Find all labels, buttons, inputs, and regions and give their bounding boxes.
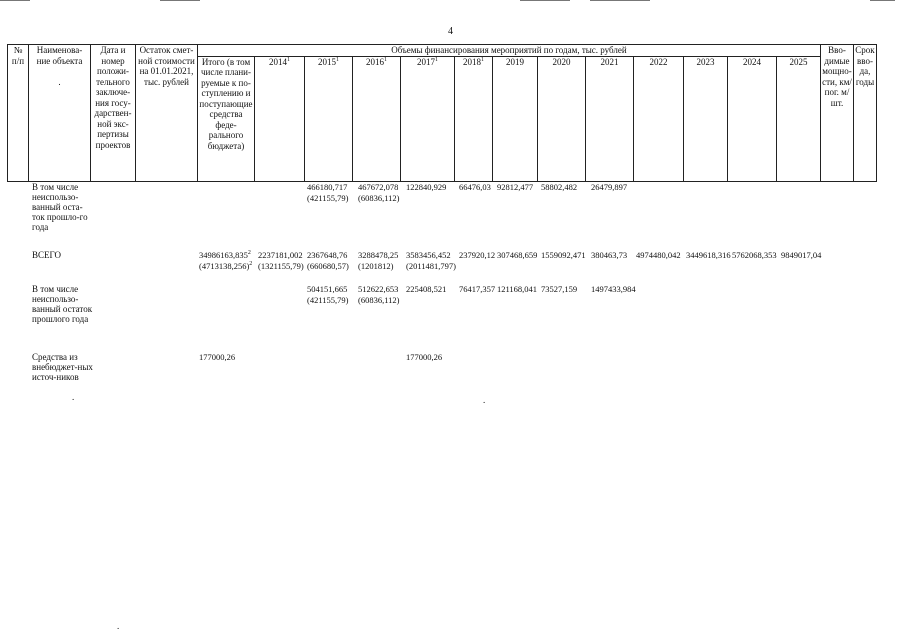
value-cell-y2019: [497, 250, 537, 261]
value-cell-y2015: [307, 250, 349, 272]
value-cell-y2022: [636, 250, 681, 261]
value-line: (60836,112): [358, 193, 400, 203]
value-line: 225408,521: [406, 284, 447, 294]
value-line: $(4713138,256)^2$: [199, 261, 253, 271]
value-line: (1321155,79): [258, 261, 304, 271]
value-line: (2011481,797): [406, 261, 456, 271]
value-cell-y2018: [459, 182, 491, 193]
header-table: [7, 44, 877, 182]
year-header-2019: 2019: [493, 56, 538, 182]
value-cell-y2020: [541, 250, 586, 261]
top-rule-1: [0, 0, 30, 1]
value-cell-y2016: [358, 250, 398, 272]
value-line: 4974480,042: [636, 250, 681, 260]
value-cell-y2017: [406, 250, 456, 272]
value-line: 73527,159: [541, 284, 578, 294]
value-line: 466180,717: [307, 182, 348, 192]
value-line: 122840,929: [406, 182, 447, 192]
row-label: В том числе неиспользо-ванный оста-ток прошло-го года: [32, 182, 88, 232]
row-label: ВСЕГО: [32, 250, 61, 260]
value-line: 1497433,984: [591, 284, 636, 294]
value-line: 92812,477: [497, 182, 534, 192]
year-header-2021: 2021: [586, 56, 634, 182]
value-line: 121168,041: [497, 284, 538, 294]
value-cell-total: [199, 352, 235, 363]
value-cell-y2025: [781, 250, 821, 261]
year-header-2014: 2014$^1$: [255, 56, 305, 182]
year-header-2025: 2025: [777, 56, 821, 182]
value-cell-y2017: [406, 284, 446, 295]
stray-dot: .: [72, 392, 75, 402]
value-cell-y2017: [406, 182, 446, 193]
col-header-name: Наименова-ние объекта .: [29, 45, 91, 182]
value-line: 177000,26: [199, 352, 236, 362]
year-header-2016: 2016$^1$: [353, 56, 401, 182]
value-line: (421155,79): [307, 295, 349, 305]
col-header-term: Срок вво-да, годы: [854, 45, 877, 182]
value-cell-y2014: [258, 250, 304, 272]
col-header-num: № п/п: [8, 45, 29, 182]
value-line: 2237181,002: [258, 250, 303, 260]
value-line: 512622,653: [358, 284, 399, 294]
row-label: Средства из внебюджет-ных источ-ников: [32, 352, 93, 382]
value-cell-y2021: [591, 250, 627, 261]
col-header-name-text: Наименова-ние объекта: [36, 45, 83, 66]
value-cell-y2016: [358, 284, 399, 306]
value-cell-y2018: [459, 250, 495, 261]
value-line: (1201812): [358, 261, 394, 271]
value-cell-y2023: [686, 250, 731, 261]
value-cell-y2020: [541, 182, 577, 193]
value-cell-y2015: [307, 182, 348, 204]
value-cell-y2019: [497, 284, 537, 295]
year-header-2023: 2023: [684, 56, 728, 182]
value-line: 5762068,353: [732, 250, 777, 260]
year-header-2015: 2015$^1$: [305, 56, 353, 182]
value-cell-y2015: [307, 284, 348, 306]
col-header-capacity: Вво-димые мощно-сти, км/ пог. м/шт.: [821, 45, 854, 182]
value-line: 3449618,316: [686, 250, 731, 260]
year-header-2020: 2020: [538, 56, 586, 182]
col-header-expertise: Дата и номер положи-тельного заключе-ния госу-дарствен-ной экс-пертизы проектов: [91, 45, 136, 182]
value-line: 2367648,76: [307, 250, 348, 260]
stray-dot: .: [483, 395, 486, 405]
value-cell-y2016: [358, 182, 399, 204]
value-line: 26479,897: [591, 182, 628, 192]
value-line: (421155,79): [307, 193, 349, 203]
col-header-remaining: Остаток смет-ной стоимости на 01.01.2021, тыс. рублей: [136, 45, 198, 182]
value-cell-y2019: [497, 182, 533, 193]
year-header-2022: 2022: [634, 56, 684, 182]
value-line: 504151,665: [307, 284, 348, 294]
stray-dot: .: [117, 621, 120, 631]
footnote-mark: 2: [249, 261, 253, 268]
row-label: В том числе неиспользо-ванный остаток прошлого года: [32, 284, 93, 324]
value-line: 177000,26: [406, 352, 443, 362]
year-header-2024: 2024: [728, 56, 777, 182]
top-rule-5: [870, 0, 895, 1]
col-header-total: Итого (в том числе плани-руемые к по-ступлению и поступающие средства феде-рального бюджета): [198, 56, 255, 182]
value-line: (660680,57): [307, 261, 349, 271]
value-line: 34986163,835$^2$: [199, 250, 251, 260]
value-cell-total: [199, 250, 252, 272]
col-header-funding: Объемы финансирования мероприятий по годам, тыс. рублей: [198, 45, 821, 57]
value-cell-y2018: [459, 284, 495, 295]
page-number: 4: [448, 26, 453, 37]
value-line: 1559092,471: [541, 250, 586, 260]
value-cell-y2024: [732, 250, 777, 261]
value-cell-y2021: [591, 182, 627, 193]
footnote-mark: 2: [247, 250, 251, 257]
value-line: 307468,659: [497, 250, 538, 260]
value-line: 3288478,25: [358, 250, 399, 260]
value-line: 66476,03: [459, 182, 491, 192]
value-line: 237920,12: [459, 250, 496, 260]
year-header-2018: 2018$^1$: [455, 56, 493, 182]
top-rule-2: [160, 0, 200, 1]
value-line: (60836,112): [358, 295, 400, 305]
value-cell-y2017: [406, 352, 442, 363]
value-line: 9849017,04: [781, 250, 822, 260]
top-rule-3: [520, 0, 570, 1]
value-line: 76417,357: [459, 284, 496, 294]
top-rule-4: [590, 0, 650, 1]
value-line: 380463,73: [591, 250, 628, 260]
value-cell-y2021: [591, 284, 636, 295]
value-cell-y2020: [541, 284, 577, 295]
value-line: 58802,482: [541, 182, 578, 192]
value-line: 467672,078: [358, 182, 399, 192]
value-line: 3583456,452: [406, 250, 451, 260]
year-header-2017: 2017$^1$: [401, 56, 455, 182]
